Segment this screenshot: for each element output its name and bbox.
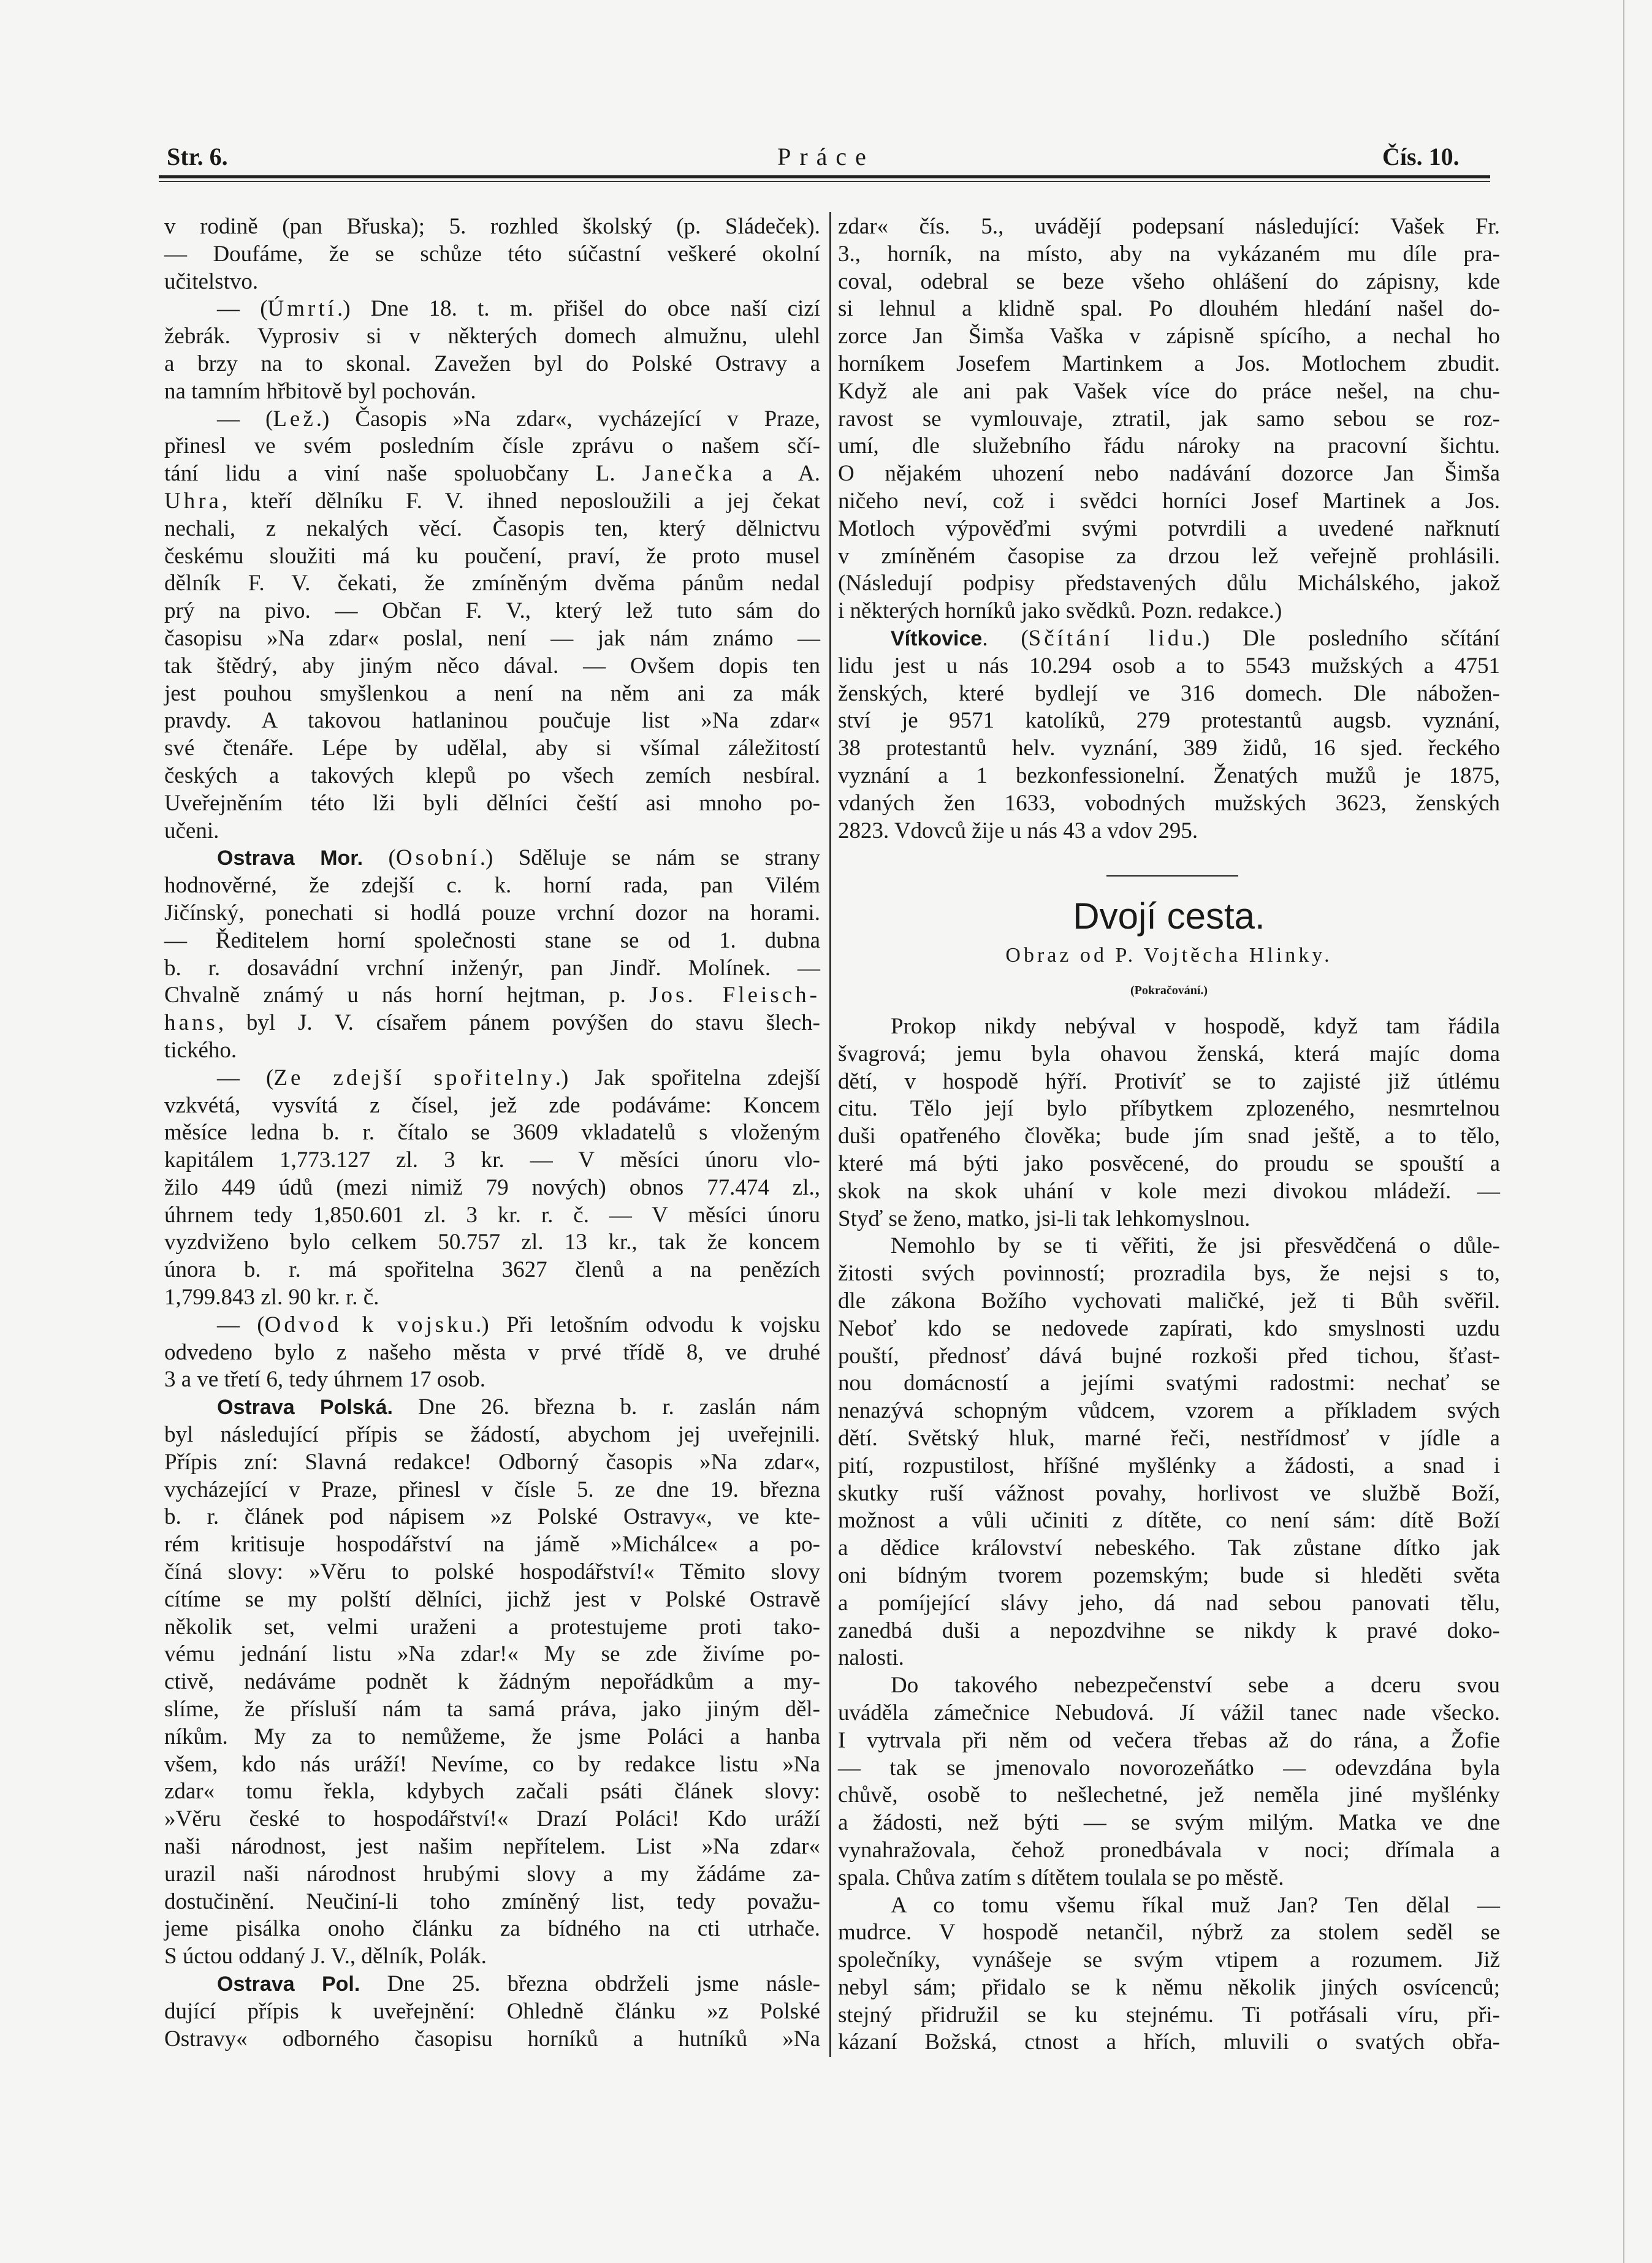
- text-line: Ostravy« odborného časopisu horníků a hutníků »Na: [164, 2026, 820, 2052]
- text-line: [164, 982, 820, 1010]
- text-line: [164, 845, 820, 872]
- text-line: zdar« čís. 5., uvádějí podepsaní následující: Vašek Fr.: [838, 214, 1500, 239]
- place-heading: Ostrava Pol.: [217, 1972, 360, 1996]
- text-line: I vytrvala při něm od večera třebas až do rána, a Žofie: [838, 1727, 1500, 1753]
- story-title: Dvojí cesta.: [1073, 896, 1265, 937]
- paragraph: [164, 845, 820, 1064]
- text-line: duši opatřeného člověka; bude jím snad ještě, a to tělo,: [838, 1124, 1500, 1149]
- text-line: A co tomu všemu říkal muž Jan? Ten dělal —: [891, 1892, 1500, 1918]
- text-line: švagrová; jemu byla ohavou ženská, která majíc doma: [838, 1041, 1500, 1067]
- text-line: umí, dle služebního řádu nároky na pracovní šichtu.: [838, 433, 1500, 459]
- text-segment: .) Dne 18. t. m. přišel do obce naší cizí: [337, 296, 820, 322]
- text-segment: .) Jak spořitelna zdejší: [555, 1065, 821, 1090]
- text-line: i některých horníků jako svědků. Pozn. redakce.): [838, 598, 1282, 624]
- text-line: ženských, které bydlejí ve 316 domech. Dle nábožen-: [838, 680, 1500, 706]
- text-line: uváděla zámečnice Nebudová. Jí vážil tanec nade všecko.: [838, 1700, 1500, 1725]
- paragraph: [164, 1971, 820, 2053]
- text-line: kázaní Božská, ctnost a hřích, mluvili o svatých obřa-: [838, 2029, 1500, 2055]
- text-segment: , byl J. V. císařem pánem povýšen do stavu šlech-: [218, 1010, 820, 1036]
- text-line: své čtenáře. Lépe by udělal, aby si všímal záležitostí: [164, 736, 820, 761]
- text-line: [164, 1394, 820, 1421]
- text-line: nou domácností a jejími svatými radostmi: nechať se: [838, 1371, 1500, 1396]
- text-line: učitelstvo.: [164, 268, 259, 294]
- text-line: — Ředitelem horní společnosti stane se od 1. dubna: [164, 927, 820, 953]
- text-line: ctivě, nedáváme podnět k žádným nepořádkům a my-: [164, 1669, 820, 1695]
- text-line: vému jednání listu »Na zdar!« My se zde živíme po-: [164, 1641, 820, 1667]
- text-line: dětí, v hospodě hýří. Protivíť se to zajisté již útlému: [838, 1068, 1500, 1094]
- text-line: Uveřejněním této lži byli dělníci čeští asi mnoho po-: [164, 790, 820, 816]
- text-line: Do takového nebezpečenství sebe a dceru svou: [891, 1673, 1500, 1698]
- text-line: přinesl ve svém posledním čísle zprávu o našem sčí-: [164, 433, 820, 459]
- paragraph: [164, 1394, 820, 1971]
- paragraph: [164, 295, 820, 405]
- text-line: stejný přidružil se ku stejnému. Ti potřásali víru, při-: [838, 2002, 1500, 2028]
- text-segment: .) Při letošním odvodu k vojsku: [476, 1312, 820, 1337]
- text-line: [164, 295, 820, 323]
- spaced-heading: Osobní: [395, 845, 480, 871]
- text-line: tického.: [164, 1037, 237, 1063]
- text-line: rém kritisuje hospodářství na jámě »Michálce« a po-: [164, 1532, 820, 1557]
- text-line: pravdy. A takovou hatlaninou poučuje list »Na zdar«: [164, 708, 820, 734]
- text-line: b. r. dosavádní vrchní inženýr, pan Jindř. Molínek. —: [164, 955, 820, 981]
- text-line: vynahražovala, čehož pronedbávala v noci; dřímala a: [838, 1837, 1500, 1863]
- text-line: byl následující přípis se žádostí, abychom jej uveřejnili.: [164, 1422, 820, 1448]
- text-line: a brzy na to skonal. Zavežen byl do Polské Ostravy a: [164, 351, 820, 376]
- text-line: slíme, že přísluší nám ta samá práva, jako jiným děl-: [164, 1697, 820, 1722]
- text-line: 3., horník, na místo, aby na vykázaném mu díle pra-: [838, 241, 1500, 267]
- text-line: časopisu »Na zdar« poslal, není — jak nám známo —: [164, 625, 820, 651]
- text-line: nenazývá schopným vůdcem, vzorem a příkladem svých: [838, 1398, 1500, 1424]
- text-line: spala. Chůva zatím s dítětem toulala se po městě.: [838, 1865, 1284, 1890]
- text-line: [164, 488, 820, 515]
- text-line: českých a takových klepů po všech zemích nesbíral.: [164, 763, 820, 788]
- text-line: společníky, vynášeje se svým vtipem a rozumem. Již: [838, 1947, 1500, 1973]
- place-heading: Ostrava Polská.: [217, 1396, 393, 1420]
- text-line: pouští, přednosť dává bujné rozkoši před tichou, šťast-: [838, 1343, 1500, 1369]
- section-separator: [1106, 875, 1238, 877]
- text-line: a dědice království nebeského. Tak zůstane dítko jak: [838, 1535, 1500, 1561]
- story-subtitle: Obraz od P. Vojtěcha Hlinky.: [1005, 944, 1333, 967]
- text-line: vyznání a 1 bezkonfessionelní. Ženatých mužů je 1875,: [838, 763, 1500, 788]
- text-segment: .) Sděluje se nám se strany: [479, 845, 821, 871]
- paragraph: [838, 213, 1500, 625]
- text-segment: — (: [217, 1312, 265, 1337]
- text-line: možnost a vůli učiniti z dítěte, co není sám: dítě Boží: [838, 1508, 1500, 1534]
- text-line: žitosti svých povinností; prozradila bys, že nejsi s to,: [838, 1261, 1500, 1287]
- text-line: níkům. My za to nemůžeme, že jsme Poláci a hanba: [164, 1724, 820, 1749]
- text-line: citu. Tělo její bylo příbytkem zplozeného, nesmrtelnou: [838, 1096, 1500, 1122]
- text-line: vdaných žen 1633, vobodných mužských 3623, ženských: [838, 790, 1500, 816]
- text-line: b. r. článek pod nápisem »z Polské Ostravy«, ve kte-: [164, 1504, 820, 1530]
- text-line: českému sloužiti má ku poučení, praví, že proto musel: [164, 543, 820, 569]
- text-line: (Následují podpisy představených důlu Michálského, jakož: [838, 571, 1500, 596]
- text-line: které má býti jako posvěcené, do proudu se spouští a: [838, 1151, 1500, 1176]
- text-line: cítíme se my polští dělníci, jichž jest v Polské Ostravě: [164, 1586, 820, 1612]
- text-line: [164, 1010, 820, 1037]
- text-line: odvedeno bylo z našeho města v prvé třídě 8, ve druhé: [164, 1339, 820, 1365]
- left-column: [164, 213, 820, 2053]
- text-line: hodnověrné, že zdejší c. k. horní rada, pan Vilém: [164, 873, 820, 899]
- text-line: Nemohlo by se ti věřiti, že jsi přesvědčená o důle-: [891, 1233, 1500, 1259]
- text-line: zanedbá duši a nepozdvihne se nikdy k pravé doko-: [838, 1618, 1500, 1643]
- text-segment: .) Dle posledního sčítání: [1196, 625, 1500, 651]
- text-line: skutky ruší vážnost povahy, horlivost ve službě Boží,: [838, 1480, 1500, 1506]
- text-line: Když ale ani pak Vašek více do práce nešel, na chu-: [838, 378, 1500, 404]
- text-line: skok na skok uhání v kole mezi divokou mládeží. —: [838, 1178, 1500, 1204]
- text-line: [164, 1971, 820, 1998]
- spaced-heading: Lež: [273, 406, 316, 432]
- text-segment: .) Časopis »Na zdar«, vycházející v Praze,: [316, 406, 820, 432]
- page-number: Str. 6.: [167, 143, 228, 170]
- text-line: dle zákona Božího vychovati maličké, jež ti Bůh svěřil.: [838, 1288, 1500, 1314]
- spaced-heading: Sčítání lidu: [1028, 625, 1197, 651]
- text-line: lidu jest u nás 10.294 osob a to 5543 mužských a 4751: [838, 653, 1500, 679]
- right-column-story: [838, 1013, 1500, 2056]
- text-line: [164, 1065, 820, 1092]
- text-line: ravost se vymlouvaje, ztratil, jak samo sebou se roz-: [838, 406, 1500, 432]
- text-line: a pomíjející slávy jeho, dá nad sebou panovati tělu,: [838, 1590, 1500, 1616]
- place-heading: Ostrava Mor.: [217, 846, 364, 870]
- text-segment: . (: [982, 625, 1029, 651]
- text-line: zorce Jan Šimša Vaška v zápisně spícího, a nechal ho: [838, 324, 1500, 349]
- spaced-heading: hans: [164, 1010, 218, 1036]
- text-line: dětí. Světský hluk, marné řeči, nestřídmosť v jídle a: [838, 1425, 1500, 1451]
- text-line: žilo 449 údů (mezi nimiž 79 nových) obnos 77.474 zl.,: [164, 1174, 820, 1200]
- text-segment: , kteří dělníku F. V. ihned neposloužili a jej čekat: [221, 488, 820, 514]
- text-line: ničeho neví, což i svědci horníci Josef Martinek a Jos.: [838, 488, 1500, 514]
- story-continuation-note: (Pokračování.): [1130, 984, 1208, 997]
- text-segment: Dne 26. března b. r. zaslán nám: [392, 1394, 820, 1420]
- text-line: prý na pivo. — Občan F. V., který lež tuto sám do: [164, 598, 820, 624]
- text-line: 38 protestantů helv. vyznání, 389 židů, 16 sjed. řeckého: [838, 736, 1500, 761]
- spaced-heading: Janečka: [642, 461, 736, 487]
- text-line: ství je 9571 katolíků, 279 protestantů augsb. vyznání,: [838, 708, 1500, 734]
- text-segment: (: [363, 845, 396, 871]
- paragraph: [838, 1892, 1500, 2057]
- text-segment: a A.: [735, 461, 820, 487]
- text-line: dostučinění. Neučiní-li toho zmíněný list, tedy považu-: [164, 1888, 820, 1914]
- issue-number: Čís. 10.: [1382, 143, 1460, 170]
- header-rule-thin: [159, 181, 1490, 182]
- text-line: vzkvétá, vysvítá z čísel, jež zde podáváme: Koncem: [164, 1092, 820, 1118]
- spaced-heading: Uhra: [164, 488, 222, 514]
- text-line: vyzdviženo bylo celkem 50.757 zl. 13 kr., tak že koncem: [164, 1230, 820, 1255]
- text-segment: Dne 25. března obdrželi jsme násle-: [360, 1971, 821, 1996]
- text-line: [164, 406, 820, 433]
- paragraph: [164, 1065, 820, 1312]
- text-line: jest pouhou smyšlenkou a není na něm ani za mák: [164, 680, 820, 706]
- text-line: Motloch výpověďmi svými potvrdili a uvedené nařknutí: [838, 515, 1500, 541]
- text-line: Přípis zní: Slavná redakce! Odborný časopis »Na zdar«,: [164, 1449, 820, 1475]
- text-line: jeme pisálka onoho článku za bídného na cti utrhače.: [164, 1916, 820, 1942]
- text-line: horníkem Josefem Martinkem a Jos. Motlochem zbudit.: [838, 351, 1500, 376]
- text-line: tak štědrý, aby jiným něco dával. — Ovšem dopis ten: [164, 653, 820, 679]
- newspaper-title: Práce: [777, 143, 875, 170]
- place-heading: Vítkovice: [891, 626, 983, 650]
- paragraph: [838, 1013, 1500, 1233]
- text-line: února b. r. má spořitelna 3627 členů a na penězích: [164, 1257, 820, 1283]
- text-line: si lehnul a klidně spal. Po dlouhém hledání našel do-: [838, 296, 1500, 322]
- text-line: nechali, z nekalých věcí. Časopis ten, který dělnictvu: [164, 515, 820, 541]
- text-line: několik set, velmi uraženi a protestujeme proti tako-: [164, 1614, 820, 1640]
- text-line: zdar« tomu řekla, kdybych začali psáti článek slovy:: [164, 1779, 820, 1805]
- text-line: coval, odebral se beze všeho ohlášení do zápisny, kde: [838, 268, 1500, 294]
- text-line: 1,799.843 zl. 90 kr. r. č.: [164, 1285, 379, 1310]
- text-line: v rodině (pan Břuska); 5. rozhled školský (p. Sládeček).: [164, 214, 820, 239]
- text-line: Styď se ženo, matko, jsi-li tak lehkomyslnou.: [838, 1206, 1250, 1231]
- text-line: v zmíněném časopise za drzou lež veřejně prohlásili.: [838, 543, 1500, 569]
- paragraph: [164, 406, 820, 845]
- text-line: úhrnem tedy 1,850.601 zl. 3 kr. r. č. — V měsíci únoru: [164, 1202, 820, 1228]
- text-line: O nějakém uhození nebo nadávání dozorce Jan Šimša: [838, 461, 1500, 487]
- text-line: číná slovy: »Věru to polské hospodářství!« Těmito slovy: [164, 1559, 820, 1585]
- text-segment: — (: [217, 296, 268, 322]
- text-line: — tak se jmenovalo novorozeňátko — odevzdána byla: [838, 1755, 1500, 1781]
- text-line: nalosti.: [838, 1645, 904, 1671]
- text-line: [838, 625, 1500, 653]
- text-segment: tání lidu a viní naše spoluobčany L.: [164, 461, 642, 487]
- text-line: Jičínský, ponechati si hodlá pouze vrchní dozor na horami.: [164, 900, 820, 926]
- text-line: chůvě, osobě to nešlechetné, jež neměla jiné myšlénky: [838, 1782, 1500, 1808]
- text-line: pití, rozpustilost, hříšné myšlénky a žádosti, a snad i: [838, 1453, 1500, 1478]
- text-line: nebyl sám; přidalo se k němu několik jiných osvícenců;: [838, 1974, 1500, 2000]
- spaced-heading: Ze zdejší spořitelny: [273, 1065, 555, 1090]
- text-line: — Doufáme, že se schůze této súčastní veškeré okolní: [164, 241, 820, 267]
- text-line: dující přípis k uveřejnění: Ohledně článku »z Polské: [164, 1998, 820, 2024]
- text-line: S úctou oddaný J. V., dělník, Polák.: [164, 1944, 487, 1969]
- text-segment: Chvalně známý u nás horní hejtman, p.: [164, 983, 650, 1008]
- text-line: »Věru české to hospodářství!« Drazí Poláci! Kdo uráží: [164, 1806, 820, 1832]
- text-line: vycházející v Praze, přinesl v čísle 5. ze dne 19. března: [164, 1477, 820, 1502]
- spaced-heading: Jos. Fleisch-: [649, 983, 820, 1008]
- text-segment: — (: [217, 406, 273, 432]
- text-line: naši národnost, jest našim nepřítelem. List »Na zdar«: [164, 1834, 820, 1860]
- paragraph: [164, 213, 820, 295]
- text-line: žebrák. Vyprosiv si v některých domech almužnu, ulehl: [164, 324, 820, 349]
- text-segment: — (: [217, 1065, 274, 1090]
- text-line: a žádosti, než býti — se svým milým. Matka ve dne: [838, 1810, 1500, 1836]
- paragraph: [838, 1672, 1500, 1892]
- text-line: měsíce ledna b. r. čítalo se 3609 vkladatelů s vloženým: [164, 1120, 820, 1146]
- scan-edge-line: [1623, 0, 1624, 2263]
- header-rule-thick: [159, 175, 1490, 178]
- text-line: Neboť kdo se nedovede zapírati, kdo smyslnosti uzdu: [838, 1315, 1500, 1341]
- text-line: oni bídným tvorem pozemským; bude si hleděti světa: [838, 1562, 1500, 1588]
- text-line: na tamním hřbitově byl pochován.: [164, 378, 476, 404]
- text-line: 2823. Vdovců žije u nás 43 a vdov 295.: [838, 818, 1198, 843]
- spaced-heading: Odvod k vojsku: [264, 1312, 476, 1337]
- text-line: kapitálem 1,773.127 zl. 3 kr. — V měsíci únoru vlo-: [164, 1147, 820, 1173]
- text-line: všem, kdo nás uráží! Nevíme, co by redakce listu »Na: [164, 1751, 820, 1777]
- text-line: [164, 460, 820, 488]
- text-line: Prokop nikdy nebýval v hospodě, když tam řádila: [891, 1014, 1500, 1039]
- right-column-news: [838, 213, 1500, 845]
- text-line: 3 a ve třetí 6, tedy úhrnem 17 osob.: [164, 1367, 486, 1393]
- text-line: mudrce. V hospodě netančil, nýbrž za stolem seděl se: [838, 1920, 1500, 1945]
- column-divider: [829, 212, 831, 2057]
- paragraph: [164, 1312, 820, 1394]
- paragraph: [838, 625, 1500, 845]
- text-line: urazil naši národnost hrubými slovy a my žádáme za-: [164, 1861, 820, 1887]
- spaced-heading: Úmrtí: [267, 296, 337, 322]
- text-line: [164, 1312, 820, 1339]
- text-line: učeni.: [164, 818, 219, 843]
- paragraph: [838, 1233, 1500, 1672]
- text-line: dělník F. V. čekati, že zmíněným dvěma pánům nedal: [164, 571, 820, 596]
